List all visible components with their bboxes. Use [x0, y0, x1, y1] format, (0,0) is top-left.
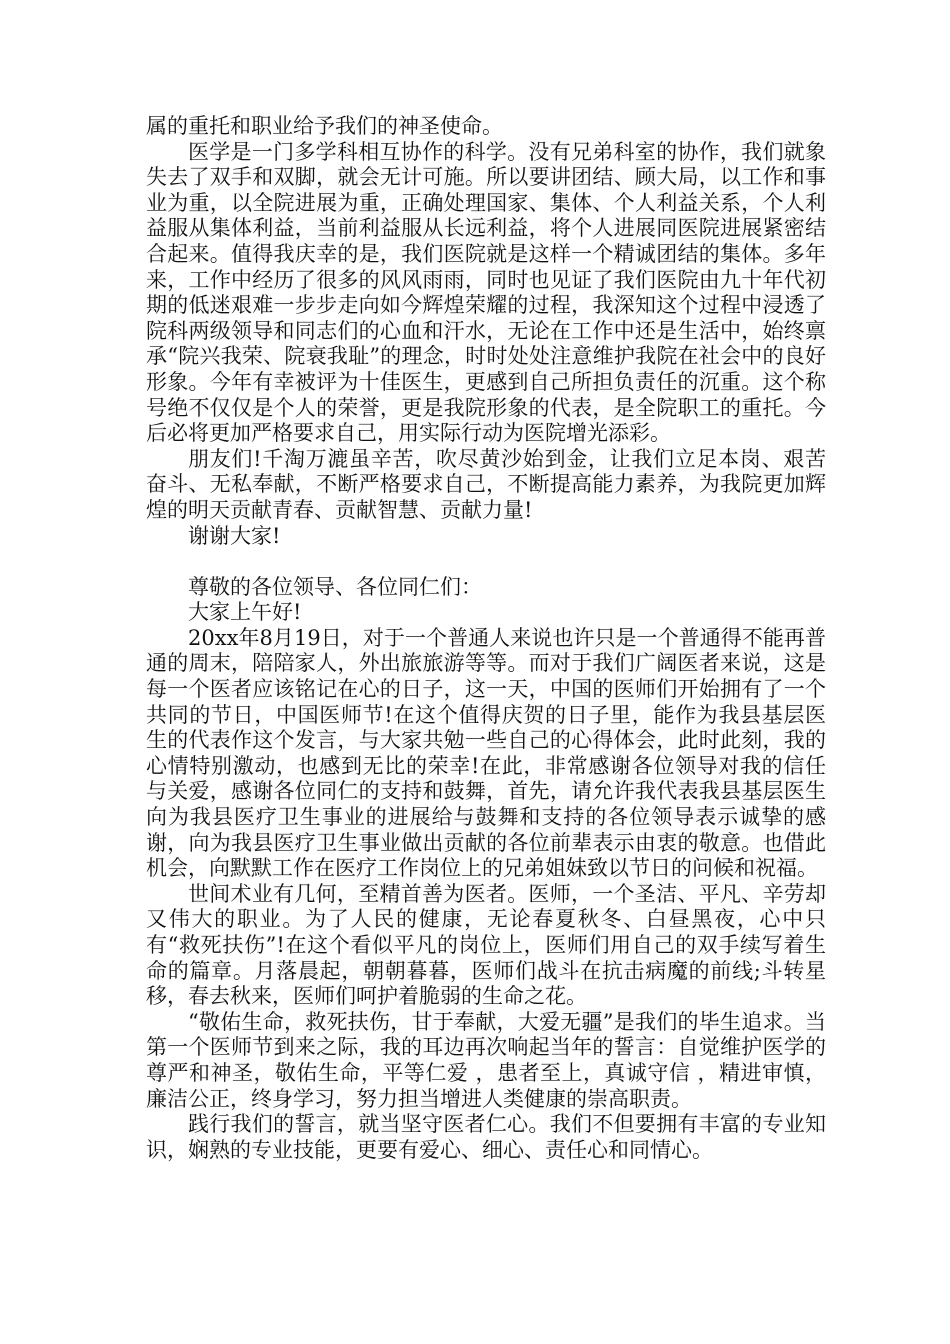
paragraph-gap [146, 549, 826, 575]
paragraph: 20xx年8月19日，对于一个普通人来说也许只是一个普通得不能再普通的周末，陪陪家人，外出旅旅游等等。而对于我们广阔医者来说，这是每一个医者应该铭记在心的日子，这一天，中国的医师们开始拥有了一个共同的节日，中国医师节!在这个值得庆贺的日子里，能作为我县基层医生的代表作这个发言，与大家共勉一些自己的心得体会，此时此刻，我的心情特别激动，也感到无比的荣幸!在此，非常感谢各位领导对我的信任与关爱，感谢各位同仁的支持和鼓舞，首先，请允许我代表我县基层医生向为我县医疗卫生事业的进展给与鼓舞和支持的各位领导表示诚挚的感谢，向为我县医疗卫生事业做出贡献的各位前辈表示由衷的敬意。也借此机会，向默默工作在医疗工作岗位上的兄弟姐妹致以节日的问候和祝福。 [146, 625, 826, 881]
paragraph: 践行我们的誓言，就当坚守医者仁心。我们不但要拥有丰富的专业知识，娴熟的专业技能，更要有爱心、细心、责任心和同情心。 [146, 1112, 826, 1162]
paragraph: 医学是一门多学科相互协作的科学。没有兄弟科室的协作，我们就象失去了双手和双脚，就会无计可施。所以要讲团结、顾大局，以工作和事业为重，以全院进展为重，正确处理国家、集体、个人利益关系，个人利益服从集体利益，当前利益服从长远利益，将个人进展同医院进展紧密结合起来。值得我庆幸的是，我们医院就是这样一个精诚团结的集体。多年来，工作中经历了很多的风风雨雨，同时也见证了我们医院由九十年代初期的低迷艰难一步步走向如今辉煌荣耀的过程，我深知这个过程中浸透了院科两级领导和同志们的心血和汗水，无论在工作中还是生活中，始终禀承“院兴我荣、院衰我耻”的理念，时时处处注意维护我院在社会中的良好形象。今年有幸被评为十佳医生，更感到自己所担负责任的沉重。这个称号绝不仅仅是个人的荣誉，更是我院形象的代表，是全院职工的重托。今后必将更加严格要求自己，用实际行动为医院增光添彩。 [146, 139, 826, 446]
salutation: 尊敬的各位领导、各位同仁们： [188, 574, 482, 599]
greeting: 大家上午好! [188, 600, 302, 625]
paragraph: 朋友们!千淘万漉虽辛苦，吹尽黄沙始到金，让我们立足本岗、艰苦奋斗、无私奉献，不断严格要求自己，不断提高能力素养，为我院更加辉煌的明天贡献青春、贡献智慧、贡献力量! [146, 446, 826, 522]
document-body [146, 114, 826, 1163]
paragraph: 谢谢大家! [188, 523, 281, 548]
paragraph: “敬佑生命，救死扶伤，甘于奉献，大爱无疆”是我们的毕生追求。当第一个医师节到来之际，我的耳边再次响起当年的誓言：自觉维护医学的尊严和神圣，敬佑生命，平等仁爱 ，患者至上，真诚守信 ，精进审慎，廉洁公正，终身学习，努力担当增进人类健康的崇高职责。 [146, 1009, 826, 1111]
paragraph: 属的重托和职业给予我们的神圣使命。 [146, 114, 503, 138]
paragraph: 世间术业有几何，至精首善为医者。医师，一个圣洁、平凡、辛劳却又伟大的职业。为了人民的健康，无论春夏秋冬、白昼黑夜，心中只有“救死扶伤”!在这个看似平凡的岗位上，医师们用自己的双手续写着生命的篇章。月落晨起，朝朝暮暮，医师们战斗在抗击病魔的前线;斗转星移，春去秋来，医师们呵护着脆弱的生命之花。 [146, 881, 826, 1009]
